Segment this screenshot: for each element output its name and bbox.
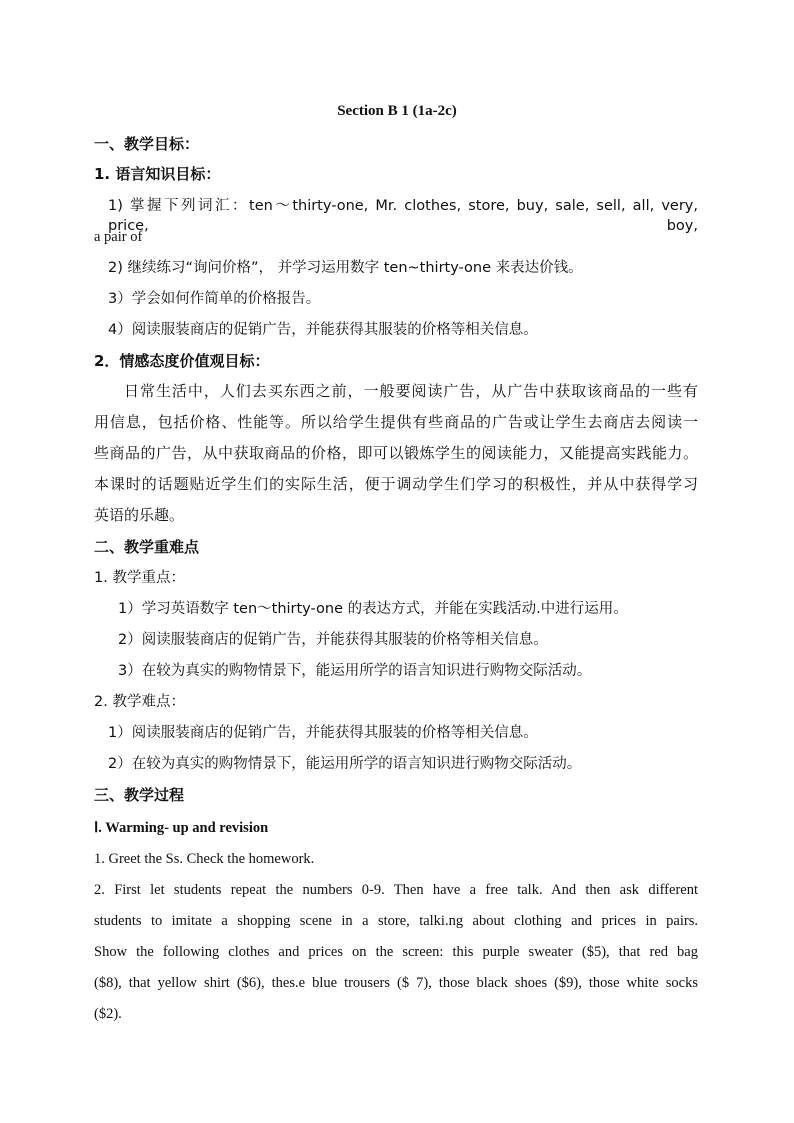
procedure-line-3: students to imitate a shopping scene in a store, talki.ng about clothing and prices in pairs. xyxy=(94,913,698,929)
paragraph-line-3: 些商品的广告，从中获取商品的价格，即可以锻炼学生的阅读能力，又能提高实践能力。 xyxy=(94,444,698,462)
document-title: Section B 1 (1a-2c) xyxy=(337,103,457,119)
key-point-1: 1）学习英语数字 ten～thirty-one 的表达方式，并能在实践活动.中进行运用。 xyxy=(118,601,628,617)
subheading-difficulties: 2. 教学难点： xyxy=(94,694,185,710)
subheading-key-points: 1. 教学重点： xyxy=(94,570,185,586)
paragraph-line-5: 英语的乐趣。 xyxy=(94,506,185,524)
paragraph-line-2: 用信息，包括价格、性能等。所以给学生提供有些商品的广告或让学生去商店去阅读一 xyxy=(94,413,698,431)
section-heading-procedure: 三、教学过程 xyxy=(94,786,185,804)
key-point-2: 2）阅读服装商店的促销广告，并能获得其服装的价格等相关信息。 xyxy=(118,632,548,648)
difficulty-1: 1）阅读服装商店的促销广告，并能获得其服装的价格等相关信息。 xyxy=(108,725,538,741)
subheading-attitude-values: 2．情感态度价值观目标： xyxy=(94,352,270,370)
objective-item-4: 4）阅读服装商店的促销广告，并能获得其服装的价格等相关信息。 xyxy=(108,322,538,338)
step-heading-warming-up: Ⅰ. Warming- up and revision xyxy=(94,820,269,836)
objective-item-1-continued: a pair of xyxy=(94,229,143,245)
difficulty-2: 2）在较为真实的购物情景下，能运用所学的语言知识进行购物交际活动。 xyxy=(108,756,582,772)
paragraph-line-1: 日常生活中，人们去买东西之前，一般要阅读广告，从广告中获取该商品的一些有 xyxy=(124,382,698,400)
procedure-line-2: 2. First let students repeat the numbers 0-9. Then have a free talk. And then ask different xyxy=(94,882,698,898)
paragraph-line-4: 本课时的话题贴近学生们的实际生活，便于调动学生们学习的积极性，并从中获得学习 xyxy=(94,475,698,493)
procedure-line-6: ($2). xyxy=(94,1006,122,1022)
objective-item-1: 1) 掌握下列词汇：ten～thirty-one, Mr. clothes, store, buy, sale, sell, all, very, price, boy, xyxy=(108,198,698,234)
procedure-line-1: 1. Greet the Ss. Check the homework. xyxy=(94,851,315,867)
key-point-3: 3）在较为真实的购物情景下，能运用所学的语言知识进行购物交际活动。 xyxy=(118,663,592,679)
subheading-language-knowledge: 1. 语言知识目标： xyxy=(94,165,221,183)
procedure-line-5: ($8), that yellow shirt ($6), thes.e blue trousers ($ 7), those black shoes ($9), those white socks xyxy=(94,975,698,991)
section-heading-objectives: 一、教学目标： xyxy=(94,135,200,153)
objective-item-3: 3）学会如何作简单的价格报告。 xyxy=(108,291,321,307)
objective-item-2: 2) 继续练习“询问价格”， 并学习运用数字 ten~thirty-one 来表达价钱。 xyxy=(108,260,583,276)
section-heading-key-points: 二、教学重难点 xyxy=(94,538,200,556)
procedure-line-4: Show the following clothes and prices on the screen: this purple sweater ($5), that red bag xyxy=(94,944,698,960)
